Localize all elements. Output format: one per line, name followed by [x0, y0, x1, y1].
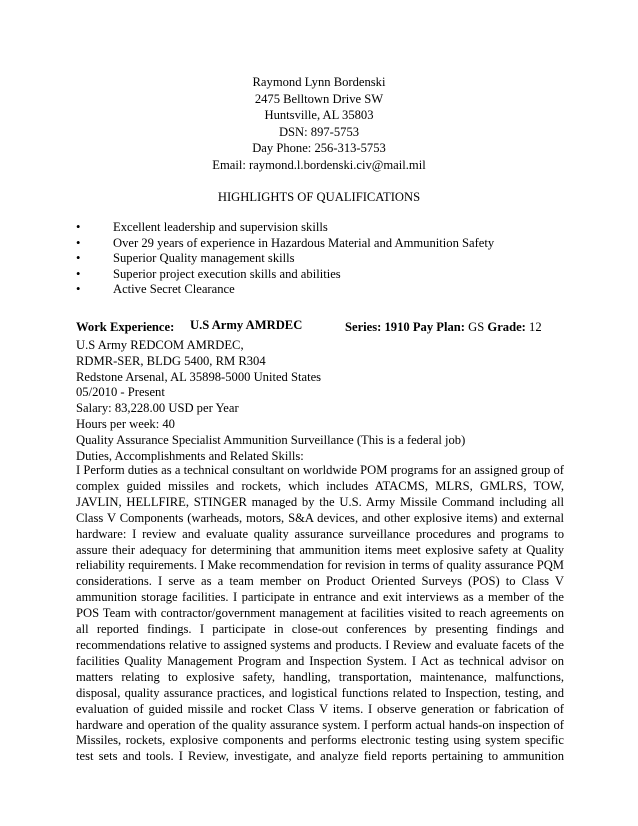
list-item: • Over 29 years of experience in Hazardous Material and Ammunition Safety — [76, 235, 495, 250]
duties-line: evaluation of guided missile and rocket Class V items. I observe generation or fabrication of — [76, 701, 564, 716]
work-experience-label: Work Experience: — [76, 320, 175, 334]
duties-line: I Perform duties as a technical consultant on worldwide POM programs for an assigned group of — [76, 463, 564, 477]
duties-line: hardware: I review and evaluate quality assurance surveillance procedures and programs to — [76, 526, 564, 541]
contact-header — [0, 74, 638, 174]
bullet-icon: • — [76, 235, 81, 250]
duties-line: disposal, quality assurance practices, and logistical functions related to Inspection, testing, and — [76, 685, 564, 700]
work-line: Redstone Arsenal, AL 35898-5000 United States — [76, 369, 322, 384]
work-line: 05/2010 - Present — [76, 385, 165, 400]
contact-street: 2475 Belltown Drive SW — [254, 91, 384, 106]
bullet-icon: • — [76, 282, 81, 297]
work-line: Quality Assurance Specialist Ammunition Surveillance (This is a federal job) — [76, 432, 466, 447]
duties-line: matters relating to explosive safety, handling, transportation, maintenance, malfunctions, — [76, 669, 564, 684]
highlights-title: HIGHLIGHTS OF QUALIFICATIONS — [217, 190, 421, 204]
duties-line: Missiles, rockets, explosive components and performs electronic testing using system specific — [76, 733, 564, 748]
duties-line: JAVLIN, HELLFIRE, STINGER managed by the U.S. Army Missile Command including all — [76, 494, 564, 509]
duties-line: test sets and tools. I Review, investigate, and analyze field reports pertaining to ammunition — [76, 749, 564, 764]
bullet-icon: • — [76, 266, 81, 281]
work-experience-header — [76, 320, 576, 338]
work-line: Hours per week: 40 — [76, 416, 175, 431]
contact-city: Huntsville, AL 35803 — [264, 108, 374, 123]
duties-line: complex guided missiles and rockets, which includes ATACMS, MLRS, GMLRS, TOW, — [76, 478, 564, 493]
duties-line: hardware and operation of the quality assurance system. I perform actual hands-on inspection of — [76, 717, 564, 732]
contact-dsn: DSN: 897-5753 — [278, 124, 360, 139]
work-line: RDMR-SER, BLDG 5400, RM R304 — [76, 353, 266, 368]
work-line: Salary: 83,228.00 USD per Year — [76, 401, 239, 416]
employer-name: U.S Army AMRDEC — [190, 318, 303, 332]
highlights-list — [76, 220, 494, 298]
list-item: • Excellent leadership and supervision skills — [76, 220, 328, 234]
duties-line: recommendations relative to assigned systems and products. I Review and evaluate facets of the — [76, 637, 564, 652]
list-item: • Active Secret Clearance — [76, 282, 235, 297]
duties-line: Class V Components (warheads, motors, S&A devices, and other explosive items) and external — [76, 510, 564, 525]
duties-paragraph — [76, 463, 564, 765]
list-item: • Superior Quality management skills — [76, 251, 295, 266]
duties-line: facilities Quality Management Program and Inspection System. I Act as technical advisor on — [76, 653, 564, 668]
duties-line: assure their adequacy for determining that ammunition items meet explosive safety at Quality — [76, 542, 564, 557]
bullet-icon: • — [76, 220, 81, 234]
bullet-icon: • — [76, 251, 81, 266]
duties-line: reliability requirements. I Make recommendation for revision in terms of quality assurance PQM — [76, 558, 564, 573]
duties-line: POS Team with contractor/government management at facilities visited to reach agreements on — [76, 606, 564, 621]
duties-line: ammunition storage facilities. I participate in entrance and exit interviews as a member of the — [76, 590, 564, 605]
series-pay-grade: Series: 1910 Pay Plan: GS Grade: 12 — [345, 320, 542, 334]
contact-email: Email: raymond.l.bordenski.civ@mail.mil — [212, 157, 426, 172]
duties-line: considerations. I serve as a team member on Product Oriented Surveys (POS) to Class V — [76, 574, 564, 589]
work-line: Duties, Accomplishments and Related Skills: — [76, 448, 304, 463]
contact-name: Raymond Lynn Bordenski — [252, 75, 386, 89]
list-item: • Superior project execution skills and abilities — [76, 266, 341, 281]
contact-day-phone: Day Phone: 256-313-5753 — [252, 141, 386, 156]
work-experience-section — [76, 320, 576, 464]
work-line: U.S Army REDCOM AMRDEC, — [76, 338, 244, 352]
duties-line: all reported findings. I participate in close-out conferences by presenting findings and — [76, 622, 564, 637]
